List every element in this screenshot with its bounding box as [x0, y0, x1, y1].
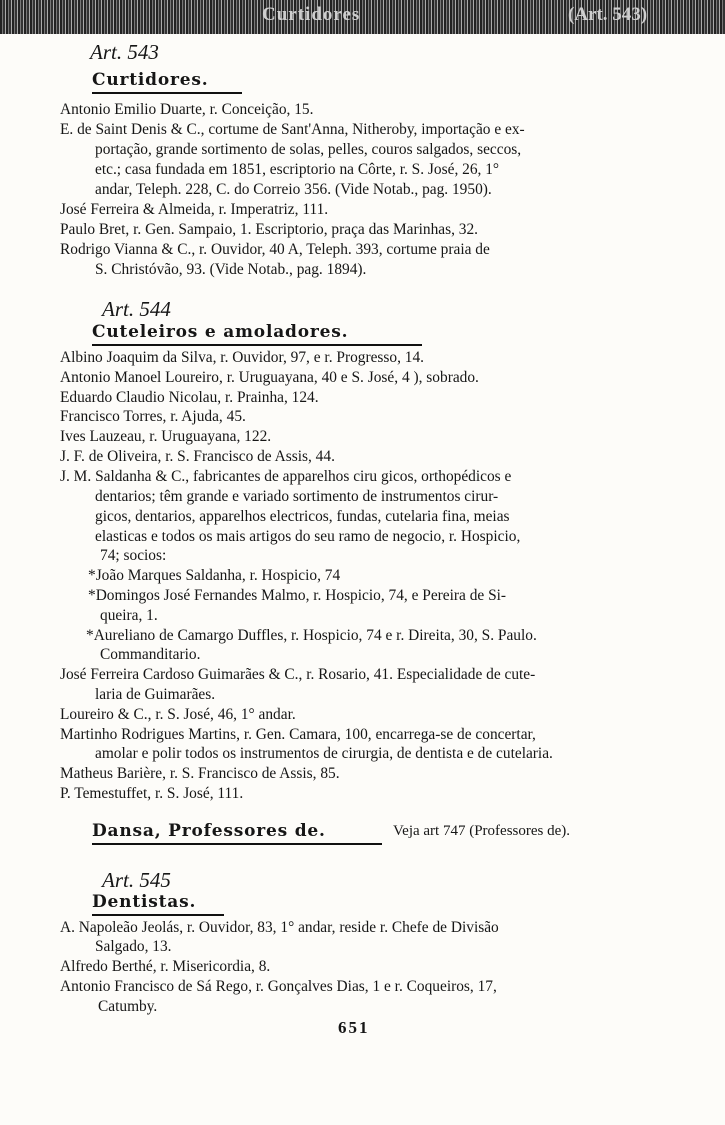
entry-line: amolar e polir todos os instrumentos de cirurgia, de dentista e de cutelaria. [95, 745, 553, 762]
running-header-label: Curtidores [262, 4, 361, 25]
entry-line: etc.; casa fundada em 1851, escriptorio na Côrte, r. S. José, 26, 1° [95, 161, 500, 178]
entry-line: José Ferreira Cardoso Guimarães & C., r. Rosario, 41. Especialidade de cute- [60, 666, 536, 683]
entry-line: *João Marques Saldanha, r. Hospicio, 74 [88, 567, 341, 584]
article-number: Art. 545 [102, 868, 171, 892]
running-header-article: (Art. 543) [568, 4, 648, 25]
entry-line: dentarios; têm grande e variado sortimento de instrumentos cirur- [95, 488, 499, 505]
entry-line: Rodrigo Vianna & C., r. Ouvidor, 40 A, Teleph. 393, cortume praia de [60, 241, 490, 258]
entry-line: Antonio Francisco de Sá Rego, r. Gonçalves Dias, 1 e r. Coqueiros, 17, [60, 978, 497, 995]
article-number: Art. 543 [90, 40, 159, 64]
entry-line: Loureiro & C., r. S. José, 46, 1° andar. [60, 706, 296, 723]
entry-line: *Aureliano de Camargo Duffles, r. Hospicio, 74 e r. Direita, 30, S. Paulo. [86, 627, 537, 644]
entry-line: Eduardo Claudio Nicolau, r. Prainha, 124. [60, 389, 319, 406]
entry-line: gicos, dentarios, apparelhos electricos, fundas, cutelaria fina, meias [95, 508, 510, 525]
entry-line: Paulo Bret, r. Gen. Sampaio, 1. Escriptorio, praça das Marinhas, 32. [60, 221, 479, 238]
entry-line: E. de Saint Denis & C., cortume de Sant'Anna, Nitheroby, importação e ex- [60, 121, 525, 138]
entry-line: J. F. de Oliveira, r. S. Francisco de Assis, 44. [60, 448, 335, 465]
entry-line: Ives Lauzeau, r. Uruguayana, 122. [60, 428, 272, 445]
entry-line: Francisco Torres, r. Ajuda, 45. [60, 408, 246, 425]
entry-line: A. Napoleão Jeolás, r. Ouvidor, 83, 1° andar, reside r. Chefe de Divisão [60, 919, 499, 936]
entry-line: Albino Joaquim da Silva, r. Ouvidor, 97, e r. Progresso, 14. [60, 349, 425, 366]
entry-line: portação, grande sortimento de solas, pelles, couros salgados, seccos, [95, 141, 522, 158]
running-header [0, 0, 725, 34]
entry-line: P. Temestuffet, r. S. José, 111. [60, 785, 244, 802]
entry-line: 74; socios: [100, 547, 167, 564]
entry-line: andar, Teleph. 228, C. do Correio 356. (Vide Notab., pag. 1950). [95, 181, 492, 198]
entry-line: queira, 1. [100, 607, 158, 624]
entry-line: elasticas e todos os mais artigos do seu ramo de negocio, r. Hospicio, [95, 528, 521, 545]
cross-reference: Veja art 747 (Professores de). [393, 823, 571, 839]
entry-line: laria de Guimarães. [95, 686, 216, 703]
entry-line: Alfredo Berthé, r. Misericordia, 8. [60, 958, 271, 975]
entry-line: Salgado, 13. [95, 938, 172, 955]
entry-line: S. Christóvão, 93. (Vide Notab., pag. 1894). [95, 261, 367, 278]
entry-line: Antonio Manoel Loureiro, r. Uruguayana, 40 e S. José, 4 ), sobrado. [60, 369, 479, 386]
section-title: Dentistas. [92, 891, 224, 916]
entry-line: Matheus Barière, r. S. Francisco de Assis, 85. [60, 765, 340, 782]
page-number: 651 [338, 1018, 370, 1037]
entry-line: Commanditario. [100, 646, 201, 663]
entry-line: *Domingos José Fernandes Malmo, r. Hospicio, 74, e Pereira de Si- [88, 587, 507, 604]
section-title: Curtidores. [92, 69, 242, 94]
article-number: Art. 544 [102, 297, 171, 321]
entry-line: Antonio Emilio Duarte, r. Conceição, 15. [60, 101, 314, 118]
entry-line: J. M. Saldanha & C., fabricantes de apparelhos ciru gicos, orthopédicos e [60, 468, 512, 485]
section-title: Dansa, Professores de. [92, 820, 382, 845]
entry-line: Catumby. [98, 998, 158, 1015]
entry-line: José Ferreira & Almeida, r. Imperatriz, 111. [60, 201, 329, 218]
section-title: Cuteleiros e amoladores. [92, 321, 422, 346]
entry-line: Martinho Rodrigues Martins, r. Gen. Camara, 100, encarrega-se de concertar, [60, 726, 536, 743]
